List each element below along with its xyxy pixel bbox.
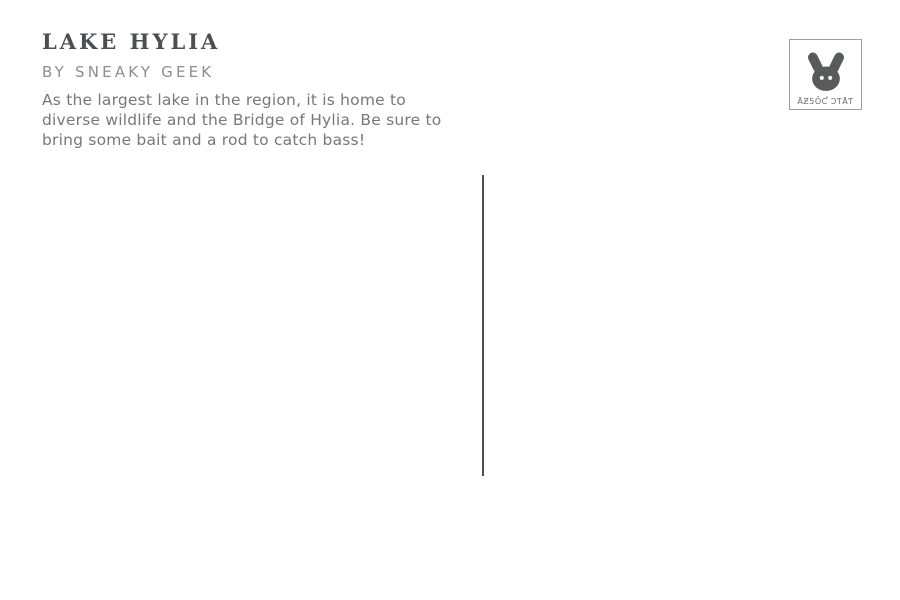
postcard-divider-line bbox=[482, 175, 484, 476]
postage-stamp bbox=[789, 39, 862, 110]
description bbox=[42, 90, 441, 150]
page-title: LAKE HYLIA bbox=[42, 29, 221, 54]
description-line: diverse wildlife and the Bridge of Hylia. Be sure to bbox=[42, 111, 442, 129]
hylian-script-text: ĀƵ5ŌƇ ƆƬĀƬ bbox=[797, 97, 854, 106]
byline: BY SNEAKY GEEK bbox=[42, 63, 215, 81]
rabbit-icon bbox=[800, 40, 852, 97]
description-line: As the largest lake in the region, it is home to bbox=[42, 91, 406, 109]
description-line: bring some bait and a rod to catch bass! bbox=[42, 131, 366, 149]
postcard-message-block bbox=[42, 29, 441, 150]
